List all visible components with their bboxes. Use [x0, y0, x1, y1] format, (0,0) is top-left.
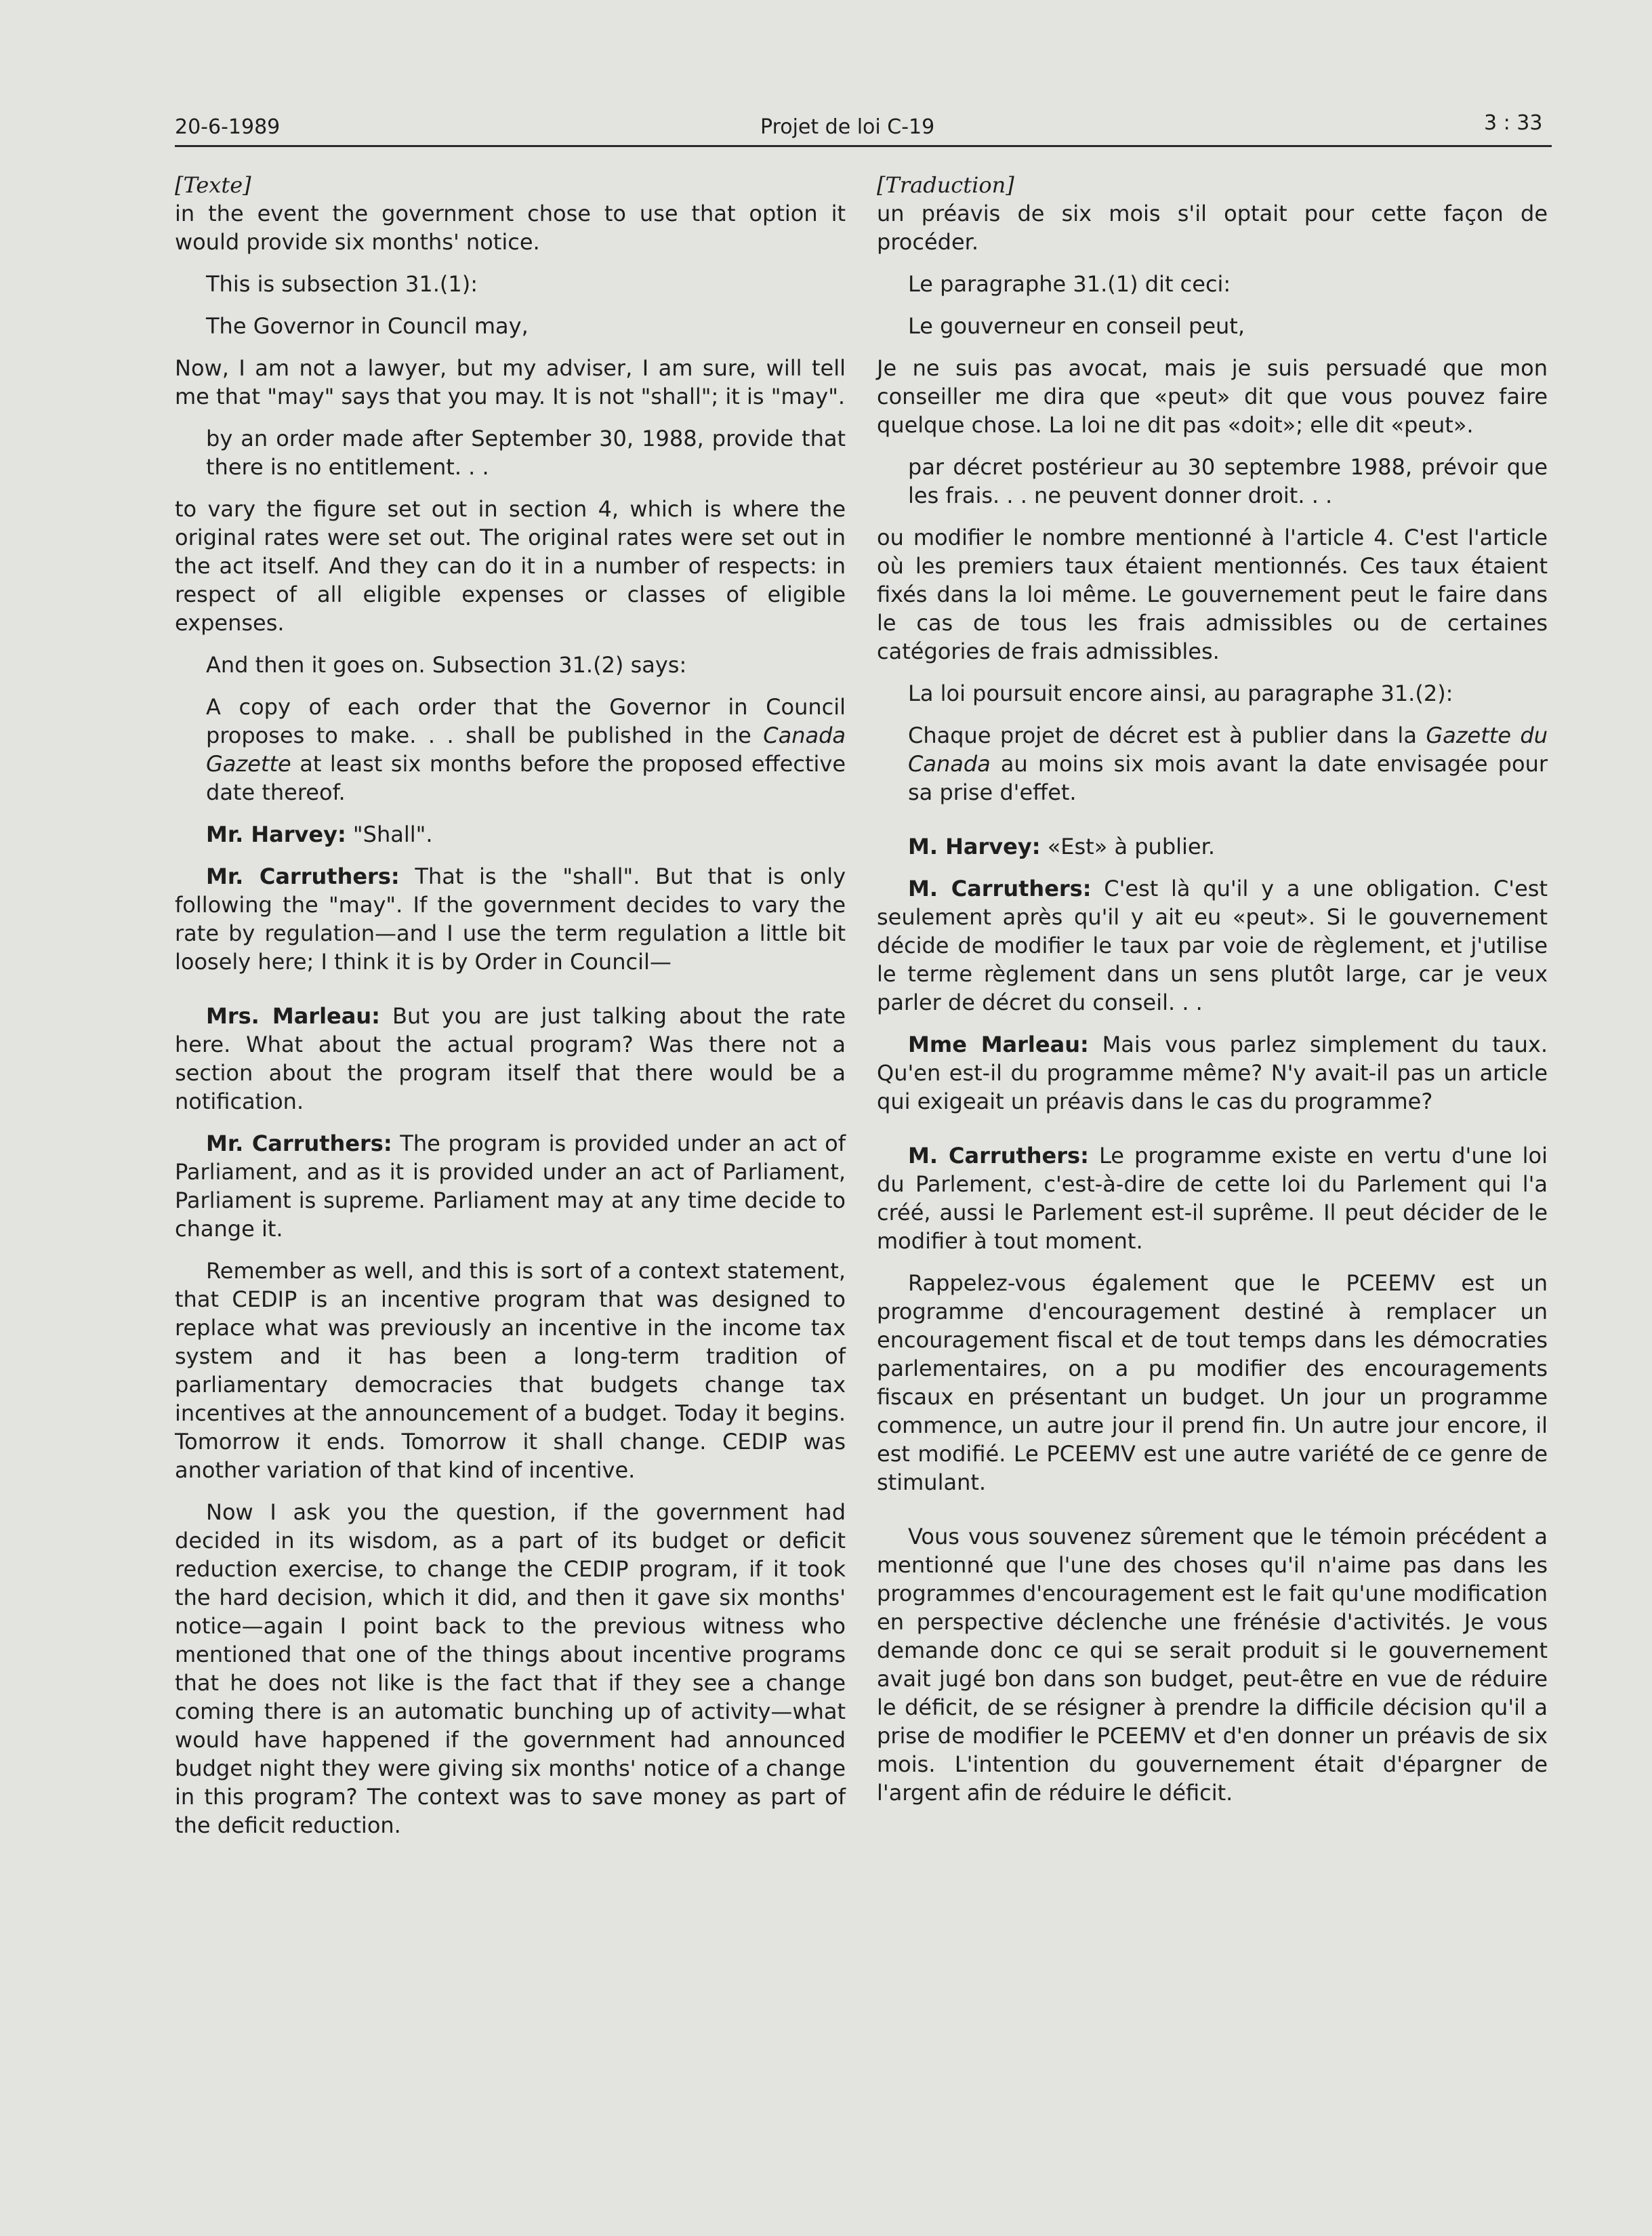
- speaker-name: M. Harvey:: [908, 834, 1041, 859]
- quoted-text: by an order made after September 30, 1988, provide that there is no entitlement. . .: [206, 426, 846, 480]
- speech-paragraph: [175, 862, 846, 976]
- paragraph: Now I ask you the question, if the government had decided in its wisdom, as a part of its budget or deficit reduction exercise, to change the CEDIP program, if it took the hard decision, which it did, and then it gave six months' notice—again I point back to the previous witness who mentioned that one of the things about incentive programs that he does not like is the fact that if they see a change coming there is an automatic bunching up of activity—what would have happened if the government had announced budget night they were giving six months' notice of a change in this program? The context was to save money as part of the deficit reduction.: [175, 1499, 846, 1838]
- header-date: 20-6-1989: [175, 115, 281, 139]
- speech-text: But you are just talking about the rate here. What about the actual program? Was there not a section about the program itself that there would be a notification.: [175, 1003, 846, 1114]
- paragraph: La loi poursuit encore ainsi, au paragraphe 31.(2):: [908, 680, 1453, 706]
- speaker-name: Mr. Harvey:: [206, 821, 346, 847]
- column-tag: [Traduction]: [877, 172, 1014, 198]
- speech-paragraph: [175, 820, 846, 849]
- quote-text: A copy of each order that the Governor in Council proposes to make. . . shall be published in the: [206, 694, 846, 748]
- speech-text: C'est là qu'il y a une obligation. C'est seulement après qu'il y ait eu «peut». Si le gouvernement décide de modifier le taux par voie de règlement, et j'utilise le terme règlement dans un sens plutôt large, car je veux parler de décret du conseil. . .: [877, 876, 1548, 1015]
- speaker-name: Mr. Carruthers:: [206, 863, 400, 889]
- paragraph: un préavis de six mois s'il optait pour cette façon de procéder.: [877, 201, 1548, 255]
- paragraph: to vary the figure set out in section 4, which is where the original rates were set out. The original rates were set out in the act itself. And they can do it in a number of respects: in respect of all eligible expenses or classes of eligible expenses.: [175, 496, 846, 636]
- quote-text: at least six months before the proposed effective date thereof.: [206, 751, 846, 805]
- speaker-name: M. Carruthers:: [908, 876, 1092, 901]
- english-column: [175, 171, 846, 1853]
- paragraph: Le paragraphe 31.(1) dit ceci:: [908, 271, 1231, 297]
- speaker-name: M. Carruthers:: [908, 1143, 1089, 1168]
- paragraph: Vous vous souvenez sûrement que le témoin précédent a mentionné que l'une des choses qu'il n'aime pas dans les programmes d'encouragement est le fait qu'une modification en perspective déclenche une frénésie d'activités. Je vous demande donc ce qui se serait produit si le gouvernement avait jugé bon dans son budget, peut-être en vue de réduire le déficit, de se résigner à prendre la difficile décision qu'il a prise de modifier le PCEEMV et d'en donner un préavis de six mois. L'intention du gouvernement était d'épargner de l'argent afin de réduire le déficit.: [877, 1524, 1548, 1806]
- paragraph: Rappelez-vous également que le PCEEMV est un programme d'encouragement destiné à remplacer un encouragement fiscal et de tout temps dans les démocraties parlementaires, on a pu modifier des encouragements fiscaux en présentant un budget. Un jour un programme commence, un autre jour il prend fin. Un autre jour encore, il est modifié. Le PCEEMV est une autre variété de ce genre de stimulant.: [877, 1270, 1548, 1495]
- speaker-name: Mme Marleau:: [908, 1032, 1089, 1057]
- speech-paragraph: [877, 1030, 1548, 1116]
- paragraph: ou modifier le nombre mentionné à l'article 4. C'est l'article où les premiers taux étaient mentionnés. Ces taux étaient fixés dans la loi même. Le gouvernement peut le faire dans le cas de tous les frais admissibles ou de certaines catégories de frais admissibles.: [877, 525, 1548, 664]
- quoted-text: [175, 693, 846, 807]
- speech-paragraph: [877, 874, 1548, 1017]
- speech-text: Le programme existe en vertu d'une loi du Parlement, c'est-à-dire de cette loi du Parlement qui l'a créé, aussi le Parlement est-il suprême. Il peut décider de le modifier à tout moment.: [877, 1143, 1548, 1254]
- quote-text: au moins six mois avant la date envisagée pour sa prise d'effet.: [908, 751, 1548, 805]
- publication-title: Canada Gazette: [206, 723, 846, 777]
- paragraph: Je ne suis pas avocat, mais je suis persuadé que mon conseiller me dira que «peut» dit que vous pouvez faire quelque chose. La loi ne dit pas «doit»; elle dit «peut».: [877, 355, 1548, 438]
- quoted-text: [877, 721, 1548, 807]
- paragraph: This is subsection 31.(1):: [206, 271, 478, 297]
- speech-paragraph: [877, 832, 1548, 861]
- speech-text: "Shall".: [352, 821, 433, 847]
- paragraph: Le gouverneur en conseil peut,: [908, 313, 1245, 339]
- column-tag: [Texte]: [175, 172, 251, 198]
- paragraph: Now, I am not a lawyer, but my adviser, I am sure, will tell me that "may" says that you may. It is not "shall"; it is "may".: [175, 355, 846, 409]
- speaker-name: Mr. Carruthers:: [206, 1131, 392, 1156]
- header-title: Projet de loi C-19: [760, 115, 935, 139]
- header-rule: [175, 145, 1552, 147]
- quote-text: Chaque projet de décret est à publier dans la: [908, 723, 1417, 748]
- speech-paragraph: [175, 1129, 846, 1243]
- speech-paragraph: [877, 1141, 1548, 1255]
- speech-text: That is the "shall". But that is only following the "may". If the government decides to vary the rate by regulation—and I use the term regulation a little bit loosely here; I think it is by Order in Council—: [175, 863, 846, 975]
- paragraph: And then it goes on. Subsection 31.(2) says:: [206, 652, 687, 678]
- french-column: [877, 171, 1548, 1821]
- quoted-text: par décret postérieur au 30 septembre 1988, prévoir que les frais. . . ne peuvent donner droit. . .: [908, 454, 1548, 508]
- speech-text: The program is provided under an act of Parliament, and as it is provided under an act of Parliament, Parliament is supreme. Parliament may at any time decide to change it.: [175, 1131, 846, 1242]
- publication-title: Gazette du Canada: [908, 723, 1548, 777]
- paragraph: The Governor in Council may,: [206, 313, 529, 339]
- header-page-number: 3 : 33: [1484, 111, 1543, 135]
- speech-paragraph: [175, 1002, 846, 1116]
- speech-text: «Est» à publier.: [1047, 834, 1215, 859]
- speech-text: Mais vous parlez simplement du taux. Qu'en est-il du programme même? N'y avait-il pas un article qui exigeait un préavis dans le cas du programme?: [877, 1032, 1548, 1114]
- speaker-name: Mrs. Marleau:: [206, 1003, 380, 1029]
- paragraph: Remember as well, and this is sort of a context statement, that CEDIP is an incentive program that was designed to replace what was previously an incentive in the income tax system and it has been a long-term tradition of parliamentary democracies that budgets change tax incentives at the announcement of a budget. Today it begins. Tomorrow it ends. Tomorrow it shall change. CEDIP was another variation of that kind of incentive.: [175, 1258, 846, 1483]
- paragraph: in the event the government chose to use that option it would provide six months' notice.: [175, 201, 846, 255]
